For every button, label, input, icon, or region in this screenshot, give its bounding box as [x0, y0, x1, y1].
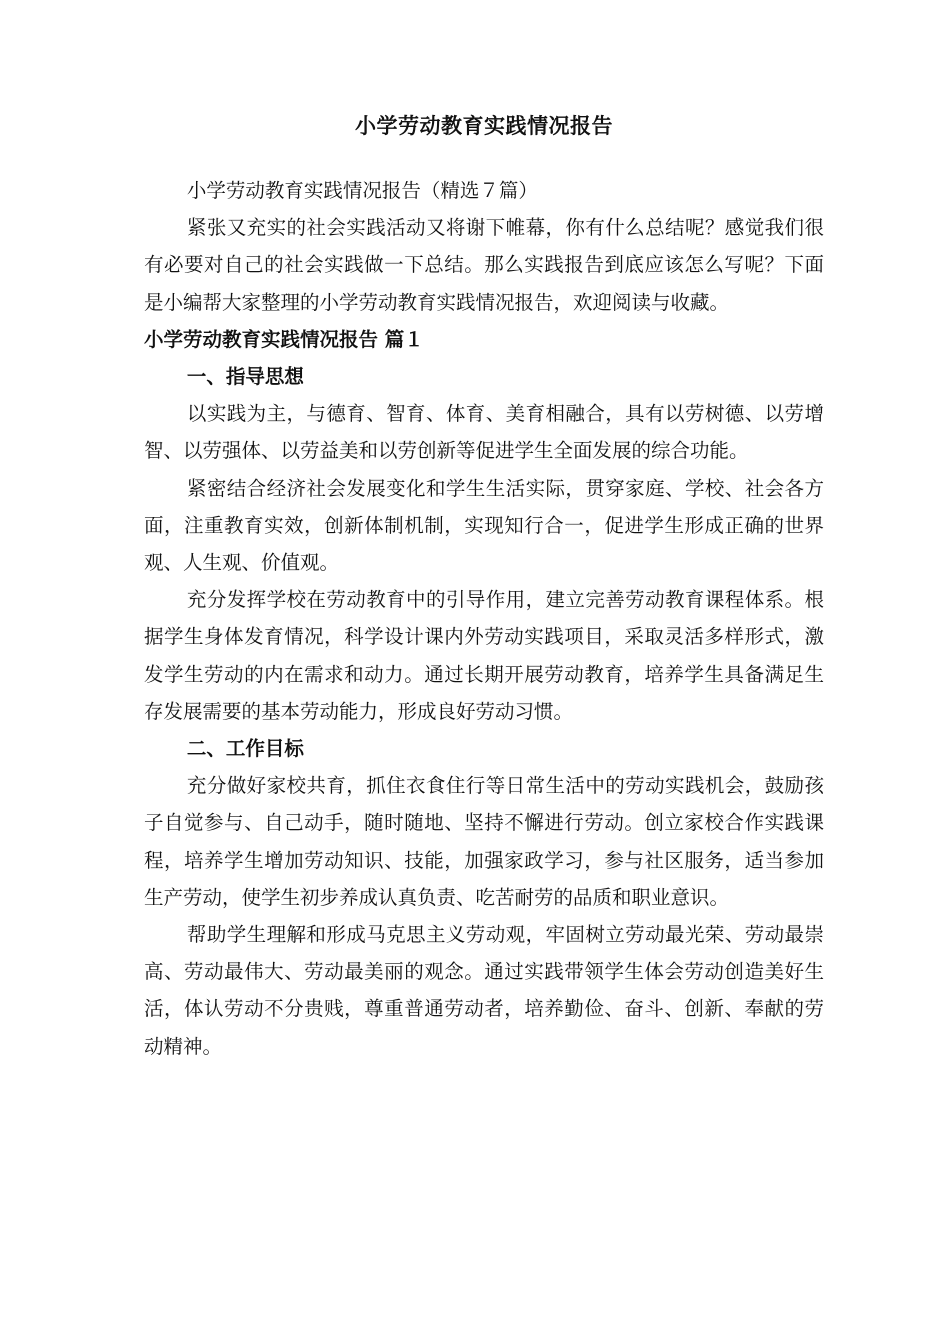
document-body: [144, 108, 824, 1065]
document-title: 小学劳动教育实践情况报告: [355, 114, 613, 138]
part1-paragraph-2: 紧密结合经济社会发展变化和学生生活实际，贯穿家庭、学校、社会各方面，注重教育实效，创新体制机制，实现知行合一，促进学生形成正确的世界观、人生观、价值观。: [144, 476, 824, 575]
part2-paragraph-1: 充分做好家校共育，抓住衣食住行等日常生活中的劳动实践机会，鼓励孩子自觉参与、自己动手，随时随地、坚持不懈进行劳动。创立家校合作实践课程，培养学生增加劳动知识、技能，加强家政学习，参与社区服务，适当参加生产劳动，使学生初步养成认真负责、吃苦耐劳的品质和职业意识。: [144, 774, 824, 909]
part2-paragraph-2: 帮助学生理解和形成马克思主义劳动观，牢固树立劳动最光荣、劳动最崇高、劳动最伟大、劳动最美丽的观念。通过实践带领学生体会劳动创造美好生活，体认劳动不分贵贱，尊重普通劳动者，培养勤俭、奋斗、创新、奉献的劳动精神。: [144, 923, 824, 1058]
document-subtitle: 小学劳动教育实践情况报告（精选７篇）: [186, 179, 538, 202]
intro-paragraph: 紧张又充实的社会实践活动又将谢下帷幕，你有什么总结呢？感觉我们很有必要对自己的社会实践做一下总结。那么实践报告到底应该怎么写呢？下面是小编帮大家整理的小学劳动教育实践情况报告，欢迎阅读与收藏。: [144, 216, 824, 314]
part1-paragraph-3: 充分发挥学校在劳动教育中的引导作用，建立完善劳动教育课程体系。根据学生身体发育情况，科学设计课内外劳动实践项目，采取灵活多样形式，激发学生劳动的内在需求和动力。通过长期开展劳动教育，培养学生具备满足生存发展需要的基本劳动能力，形成良好劳动习惯。: [144, 588, 824, 723]
part1-paragraph-1: 以实践为主，与德育、智育、体育、美育相融合，具有以劳树德、以劳增智、以劳强体、以劳益美和以劳创新等促进学生全面发展的综合功能。: [144, 402, 824, 463]
section-heading: 小学劳动教育实践情况报告 篇１: [144, 327, 424, 351]
part1-heading: 一、指导思想: [186, 365, 304, 389]
part2-heading: 二、工作目标: [186, 737, 304, 761]
